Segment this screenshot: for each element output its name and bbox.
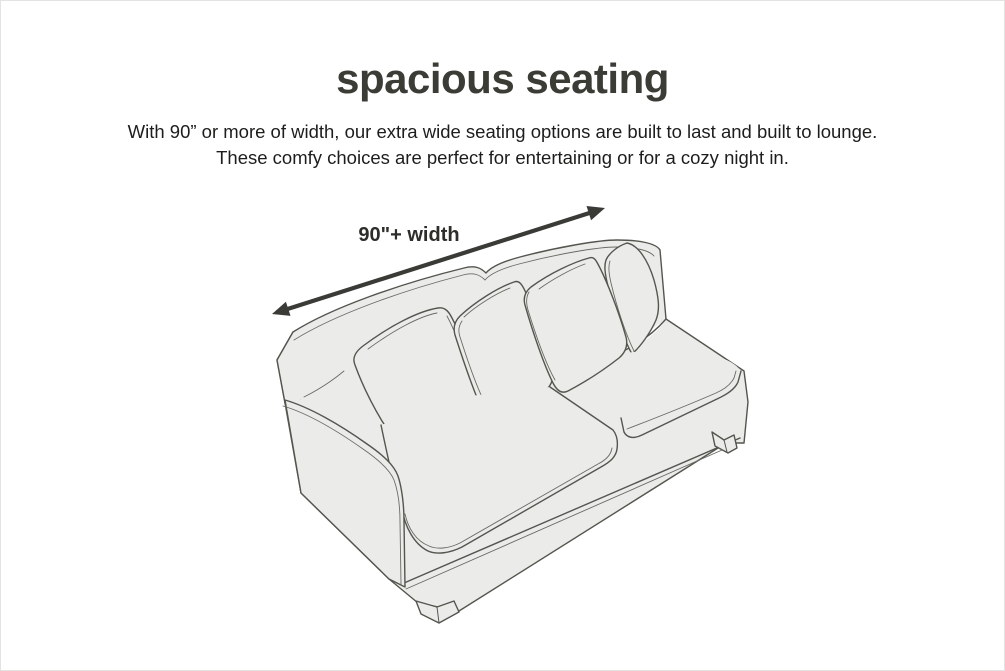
description-line-2: These comfy choices are perfect for entertaining or for a cozy night in. bbox=[216, 147, 789, 168]
arrow-head-right bbox=[587, 206, 606, 220]
sofa bbox=[277, 240, 748, 623]
loveseat-illustration bbox=[1, 1, 1005, 671]
width-dimension-label: 90"+ width bbox=[358, 224, 460, 246]
description-line-1: With 90” or more of width, our extra wide seating options are built to last and built to lounge. bbox=[127, 121, 878, 142]
arrow-head-left bbox=[272, 302, 291, 316]
page-title: spacious seating bbox=[336, 55, 669, 102]
